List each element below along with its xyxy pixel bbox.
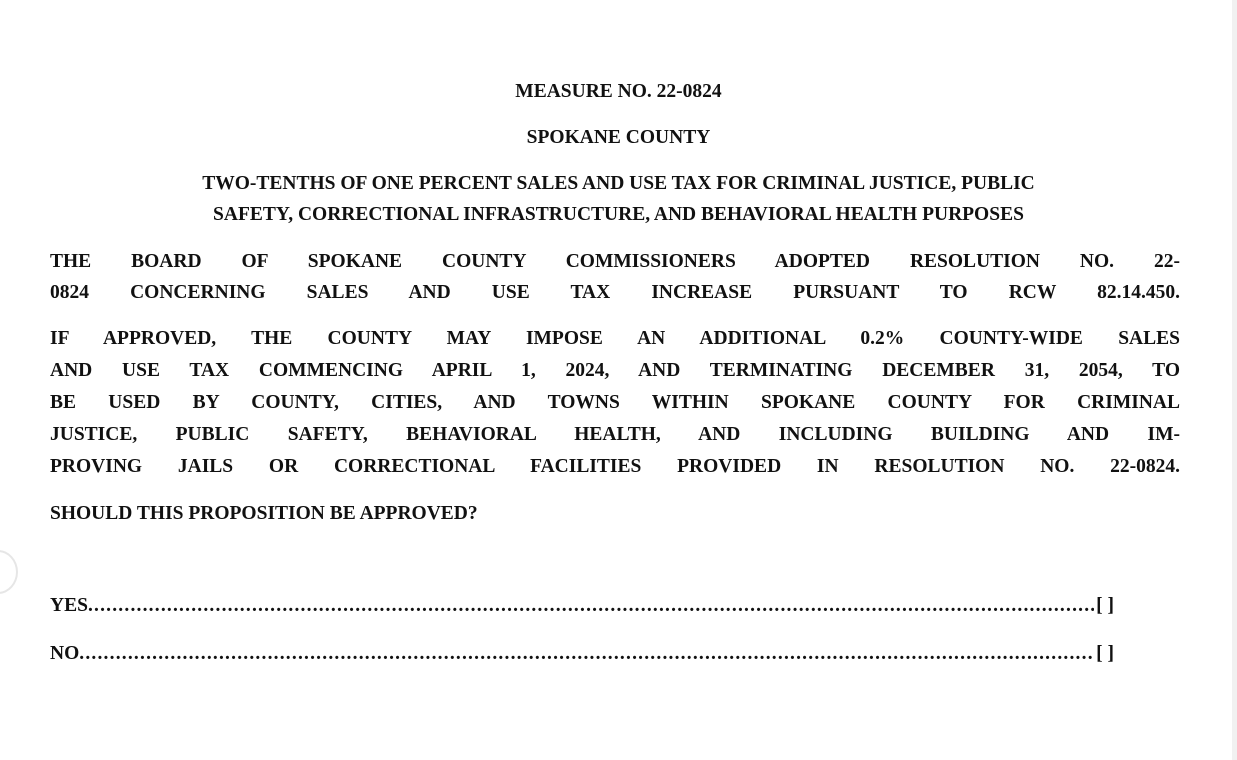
title-line: TWO-TENTHS OF ONE PERCENT SALES AND USE TAX FOR CRIMINAL JUSTICE, PUBLIC	[202, 173, 1035, 194]
body-line: PROVING JAILS OR CORRECTIONAL FACILITIES PROVIDED IN RESOLUTION NO. 22-0824.	[50, 456, 1180, 477]
measure-number: MEASURE NO. 22-0824	[515, 81, 722, 102]
resolution-line: THE BOARD OF SPOKANE COUNTY COMMISSIONERS ADOPTED RESOLUTION NO. 22-	[50, 251, 1180, 272]
vote-yes-label: YES	[50, 595, 88, 616]
resolution-line: 0824 CONCERNING SALES AND USE TAX INCREASE PURSUANT TO RCW 82.14.450.	[50, 282, 1180, 303]
body-line: JUSTICE, PUBLIC SAFETY, BEHAVIORAL HEALTH, AND INCLUDING BUILDING AND IM-	[50, 424, 1180, 445]
vote-no-row	[50, 642, 1114, 666]
body-line: IF APPROVED, THE COUNTY MAY IMPOSE AN ADDITIONAL 0.2% COUNTY-WIDE SALES	[50, 328, 1180, 349]
county-name: SPOKANE COUNTY	[526, 127, 711, 148]
body-line: BE USED BY COUNTY, CITIES, AND TOWNS WITHIN SPOKANE COUNTY FOR CRIMINAL	[50, 392, 1180, 413]
vote-no-label: NO	[50, 643, 80, 664]
dot-leader	[79, 642, 1094, 666]
vote-yes-row	[50, 594, 1114, 618]
side-handle[interactable]	[0, 550, 18, 594]
dot-leader	[88, 594, 1094, 618]
body-line: AND USE TAX COMMENCING APRIL 1, 2024, AND TERMINATING DECEMBER 31, 2054, TO	[50, 360, 1180, 381]
vote-no-checkbox[interactable]: [ ]	[1096, 643, 1114, 664]
question: SHOULD THIS PROPOSITION BE APPROVED?	[50, 503, 478, 524]
scrollbar-track[interactable]	[1232, 0, 1237, 760]
vote-yes-checkbox[interactable]: [ ]	[1096, 595, 1114, 616]
title-line: SAFETY, CORRECTIONAL INFRASTRUCTURE, AND BEHAVIORAL HEALTH PURPOSES	[213, 204, 1024, 225]
